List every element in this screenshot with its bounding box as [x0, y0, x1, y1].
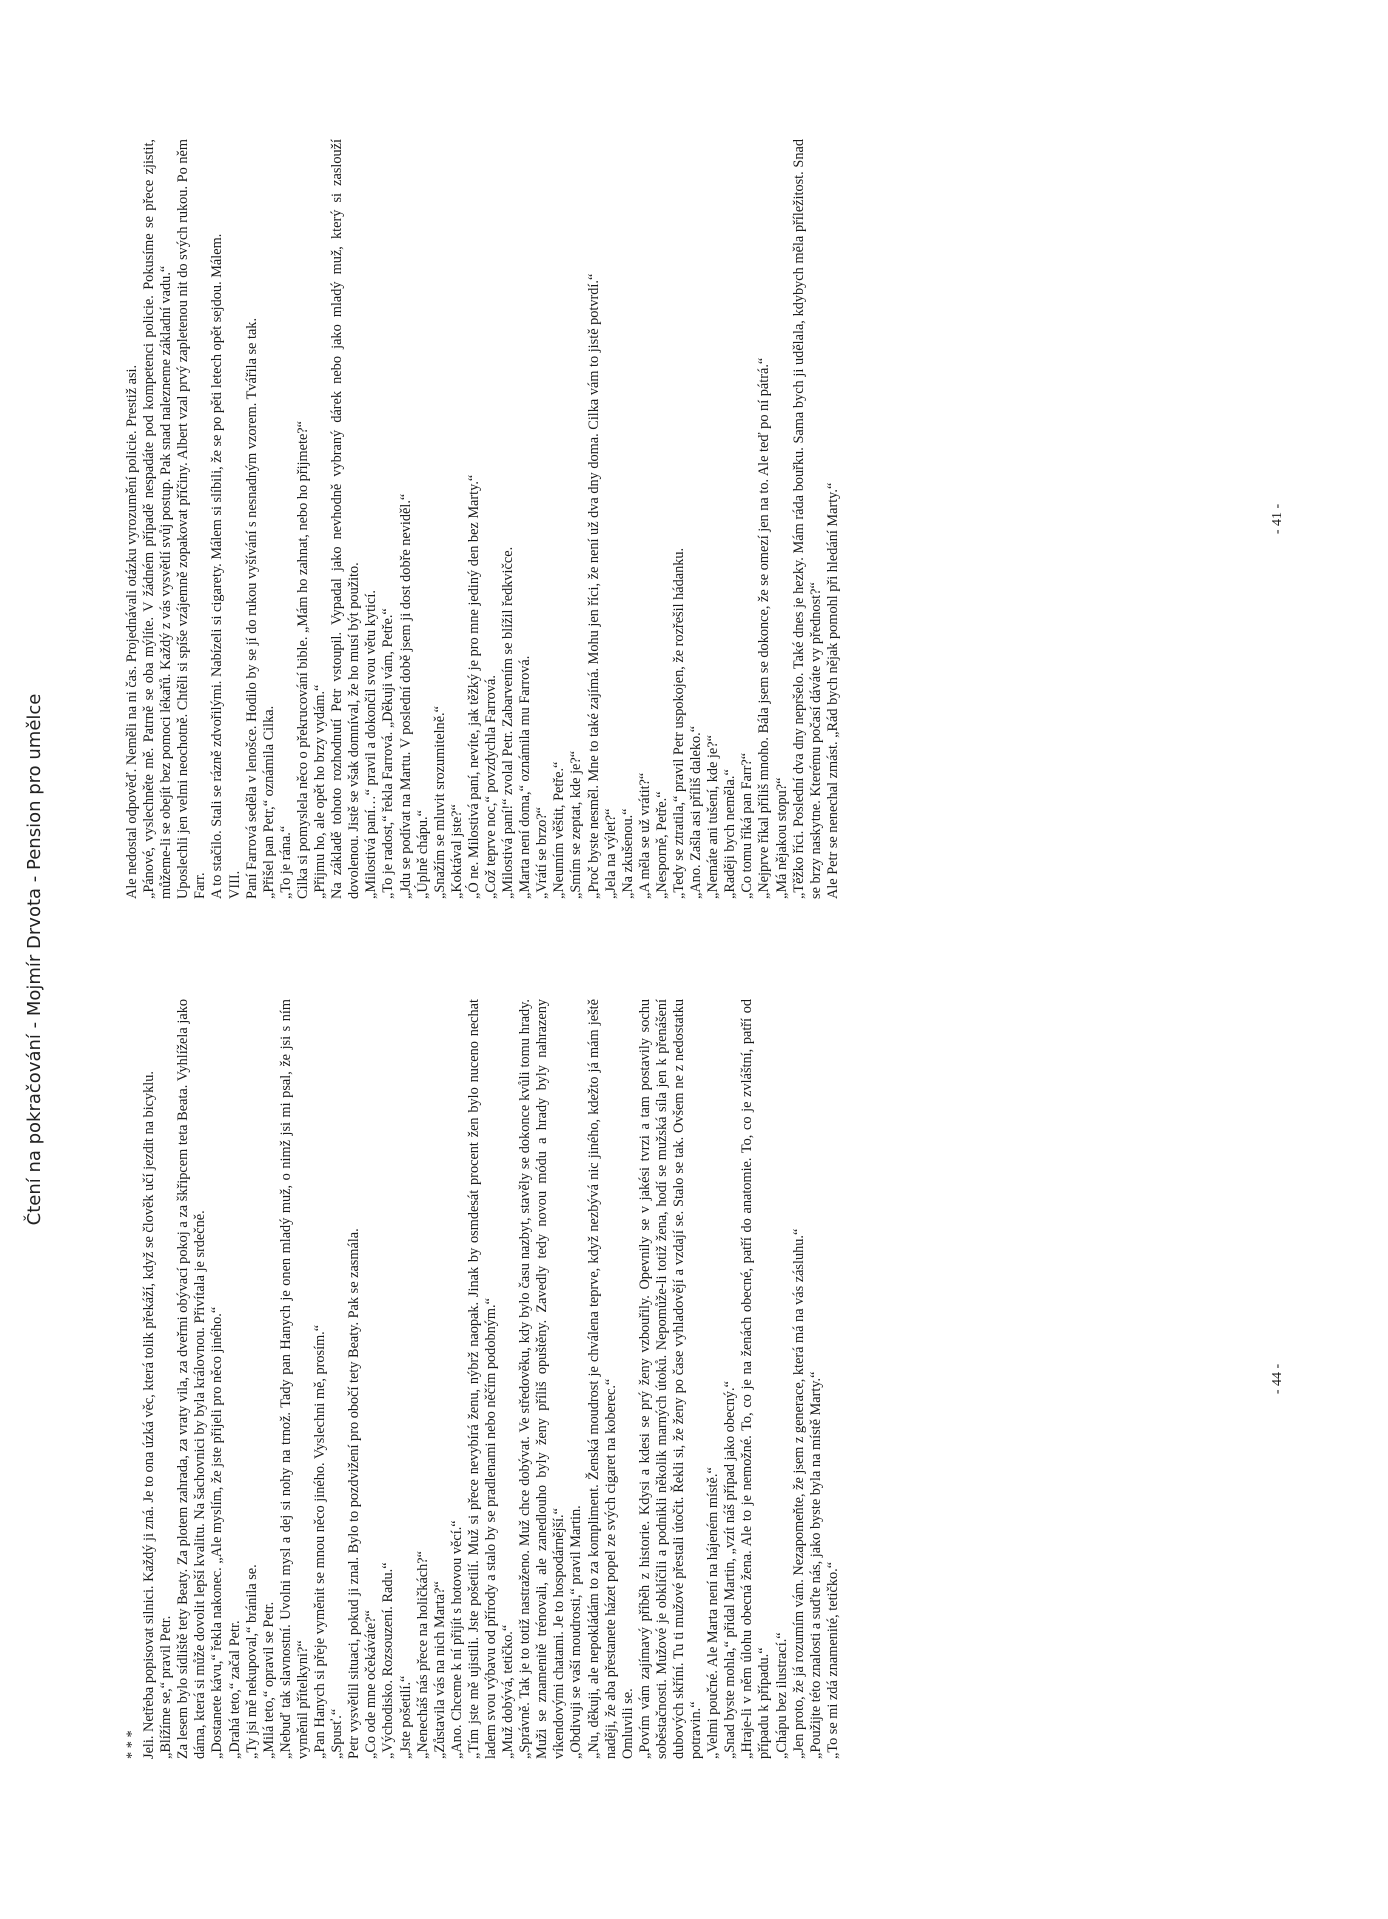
paragraph: „Vrátí se brzo?“	[534, 806, 551, 899]
paragraph: „Co tomu říká pan Farr?“	[739, 752, 756, 899]
paragraph: „Východisko. Rozsouzení. Radu.“	[380, 1562, 397, 1759]
paragraph: „Dostanete kávu,“ řekla nakonec. „Ale myslím, že jste přijeli pro něco jiného.“	[209, 1306, 226, 1759]
paragraph: „Co ode mne očekáváte?“	[363, 1610, 380, 1759]
paragraph: Ale nedostal odpověď. Neměli na ni čas. Projednávali otázku vyrozumění policie. Prestiž asi.	[124, 364, 140, 899]
paragraph: „Povím vám zajímavý příběh z historie. Kdysi a kdesi se prý ženy vzbouřily. Opevnily se v jakési tvrzi a tam postavily sochu soběstačnosti. Mužové je obklíčili a podnikli několik marných útoků. Nepomůže-li totiž žena, hodí se mužská síla jen k přenášení dubových skříní. Tu ti mužové přestali útočit. Řekli si, že ženy po čase vyhladovějí a vzdají se. Stalo se tak. Ovšem ne z nedostatku potravin.“	[636, 999, 705, 1759]
paragraph: „Drahá teto,“ začal Petr.	[226, 1620, 243, 1759]
paragraph: „Ano. Chceme k ní přijít s hotovou věcí.“	[448, 1520, 465, 1759]
paragraph: „Ano. Zašla asi příliš daleko.“	[688, 725, 705, 899]
left-paragraphs	[141, 999, 842, 1759]
paragraph: „Správně. Tak je to totiž nastraženo. Muž chce dobývat. Ve středověku, kdy bylo času nazbyt, stavěly se dokonce kvůli tomu hrady. Muži se znamenitě trénovali, ale zanedlouho byly ženy příliš opuštěny. Zavedly tedy novou módu a hrady byly nahrazeny víkendovými chatami. Je to hospodárnější.“	[517, 999, 568, 1759]
paragraph: Uposlechli jen velmi neochotně. Chtěli si spíše vzájemně zopakovat příčiny. Albert vzal prvý zapletenou nit do svých rukou. Po něm Farr.	[175, 139, 209, 899]
paragraph: „Na zkušenou.“	[619, 808, 636, 899]
paragraph: „Milostivá paní…“ pravil a dokončil svou větu kyticí.	[363, 590, 380, 899]
paragraph: „Blížíme se,“ pravil Petr.	[158, 1615, 175, 1759]
paragraph: „Zůstavila vás na nich Marta?“	[431, 1581, 448, 1759]
paragraph: „Těžko říci. Poslední dva dny nepršelo. Také dnes je hezky. Mám ráda bouřku. Sama bych ji udělala, kdybych měla příležitost. Snad se brzy naskytne. Kterému počasí dáváte vy přednost?“	[790, 139, 824, 899]
paragraph: „Jdu se podívat na Martu. V poslední době jsem ji dost dobře neviděl.“	[397, 493, 414, 899]
paragraph: „Což teprve noc,“ povzdychla Farrová.	[482, 675, 499, 899]
right-page-text	[124, 139, 842, 899]
paragraph: „A měla se už vrátit?“	[636, 772, 653, 899]
paragraph: „Spusť.“	[329, 1708, 346, 1759]
paragraph: „Jela na výlet?“	[602, 808, 619, 899]
right-page-number: - 41 -	[1270, 503, 1285, 535]
paragraph: „Raději bych neměla.“	[722, 769, 739, 899]
paragraph: „To je rána.“	[277, 825, 294, 899]
paragraph: „Nenecháš nás přece na holičkách?“	[414, 1551, 431, 1759]
paragraph: „Ty jsi mě nekupoval,“ bránila se.	[243, 1564, 260, 1759]
paragraph: „Proč byste nesměl. Mne to také zajímá. Mohu jen říci, že není už dva dny doma. Cilka vám to jistě potvrdí.“	[585, 273, 602, 899]
paragraph: „Snažím se mluvit srozumitelně.“	[431, 706, 448, 899]
paragraph: „To se mi zdá znamenité, tetičko.“	[824, 1561, 841, 1759]
paragraph: „Snad byste mohla,“ přidal Martin, „vzít náš případ jako obecný.“	[722, 1381, 739, 1759]
paragraph: „Použijte této znalosti a suďte nás, jako byste byla na místě Marty.“	[807, 1371, 824, 1759]
paragraph: Ale Petr se nenechal zmást. „Rád bych nějak pomohl při hledání Marty.“	[824, 482, 841, 899]
paragraph: „Neumím věštit, Petře.“	[551, 761, 568, 899]
paragraph: Na základě tohoto rozhodnutí Petr vstoupil. Vypadal jako nevhodně vybraný dárek nebo jako mladý muž, který si zaslouží dovolenou. Jistě se však domníval, že ho musí být použito.	[329, 139, 363, 899]
paragraph: „Marta není doma,“ oznámila mu Farrová.	[517, 655, 534, 899]
paragraph: „Milá teto,“ opravil se Petr.	[260, 1601, 277, 1759]
running-header: Čtení na pokračování - Mojmír Drvota - Pension pro umělce	[24, 693, 45, 1226]
paragraph: „Tím jste mě ujistili. Jste pošetilí. Muž si přece nevybírá ženu, nýbrž naopak. Jinak by osmdesát procent žen bylo nuceno nechat ladem svou výbavu od přírody a stalo by se pradlenami nebo něčím podobným.“	[465, 999, 499, 1759]
paragraph: Petr vysvětlil situaci, pokud ji znal. Bylo to pozdvižení pro obočí tety Beaty. Pak se zasmála.	[346, 1228, 363, 1759]
paragraph: Cilka si pomyslela něco o překrucování bible. „Mám ho zahnat, nebo ho přijmete?“	[294, 420, 311, 899]
section-break-stars: * * *	[124, 1730, 140, 1759]
paragraph: „Jste pošetilí.“	[397, 1675, 414, 1759]
paragraph: „Má nějakou stopu?“	[773, 777, 790, 899]
paragraph: „Jen proto, že já rozumím vám. Nezapomeňte, že jsem z generace, která má na vás zásluhu.“	[790, 1228, 807, 1759]
paragraph: „Přijmu ho, ale opět ho brzy vydám.“	[312, 684, 329, 899]
paragraph: „Nemáte ani tušení, kde je?“	[705, 735, 722, 899]
paragraph: „Koktával jste?“	[448, 804, 465, 899]
paragraph: „Obdivuji se vaší moudrosti,“ pravil Martin.	[568, 1505, 585, 1759]
paragraph: „Ó ne. Milostivá paní, nevíte, jak těžký je pro mne jediný den bez Marty.“	[465, 474, 482, 899]
paragraph: Paní Farrová seděla v lenošce. Hodilo by se jí do rukou vyšívání s nesnadným vzorem. Tvářila se tak.	[243, 317, 260, 899]
paragraph: „Hraje-li v něm úlohu obecná žena. Ale to je nemožné. To, co je na ženách obecné, patří do anatomie. To, co je zvláštní, patří od případu k případu.“	[739, 999, 773, 1759]
paragraph: „Muž dobývá, tetičko.“	[500, 1624, 517, 1759]
right-paragraphs-after	[244, 139, 842, 899]
paragraph: „Chápu bez ilustrací.“	[773, 1632, 790, 1759]
paragraph: „Pánové, vyslechněte mě. Patrně se oba mýlíte. V žádném případě nespadáte pod kompetenci policie. Pokusíme se přece zjistit, můžeme-li se obejít bez pomoci lékařů. Každý z vás vysvětlí svůj postup. Pak snad nalezneme základní vadu.“	[141, 139, 175, 899]
paragraph: „Milostivá paní!“ zvolal Petr. Zabarvením se blížil ředkvičce.	[500, 546, 517, 899]
paragraph: Jeli. Netřeba popisovat silnici. Každý ji zná. Je to ona úzká věc, která tolik překáží, když se člověk učí jezdit na bicyklu.	[141, 1070, 158, 1759]
paragraph: „To je radost,“ řekla Farrová. „Děkuji vám, Petře.“	[380, 608, 397, 899]
paragraph: „Nebuď tak slavnostní. Uvolni mysl a dej si nohy na trnož. Tady pan Hanych je onen mladý muž, o nimž jsi mi psal, že jsi s ním vyměnil přítelkyni?“	[277, 999, 311, 1759]
paragraph: „Tedy se ztratila,“ pravil Petr uspokojen, že rozřešil hádanku.	[671, 547, 687, 899]
paragraph: Omluvili se.	[619, 1688, 636, 1759]
paragraph: Za lesem bylo sídliště tety Beaty. Za plotem zahrada, za vraty vila, za dveřmi obývací pokoj a za škřipcem teta Beata. Vyhlížela jako dáma, která si může dovolit lepší kvalitu. Na šachovnici by byla královnou. Přivítala je srdečně.	[175, 999, 209, 1759]
left-page-number: - 44 -	[1270, 1363, 1285, 1395]
chapter-heading: VIII.	[226, 870, 243, 899]
paragraph: „Přišel pan Petr,“ oznámila Cilka.	[260, 705, 277, 899]
paragraph: „Pan Hanych si přeje vyměnit se mnou něco jiného. Vyslechni mě, prosím.“	[312, 1324, 329, 1759]
paragraph: „Nejprve říkal příliš mnoho. Bála jsem se dokonce, že se omezí jen na to. Ale teď po ní pátrá.“	[756, 357, 773, 899]
left-page-text	[124, 999, 842, 1759]
paragraph: A to stačilo. Stali se rázně zdvořilými. Nabízeli si cigarety. Málem si slíbili, že se po pěti letech opět sejdou. Málem.	[209, 233, 226, 899]
paragraph: „Nu, děkuji, ale nepokládám to za kompliment. Ženská moudrost je chválena teprve, když nezbývá nic jiného, kdežto já mám ještě naději, že aba přestanete házet popel ze svých cigaret na koberec.“	[585, 999, 619, 1759]
paragraph: „Nesporně, Petře.“	[653, 791, 670, 899]
paragraph: „Smím se zeptat, kde je?“	[568, 750, 585, 899]
right-paragraphs-before	[124, 139, 227, 899]
paragraph: „Úplně chápu.“	[414, 810, 431, 899]
paragraph: „Velmi poučné. Ale Marta není na hájeném místě.“	[705, 1467, 722, 1759]
